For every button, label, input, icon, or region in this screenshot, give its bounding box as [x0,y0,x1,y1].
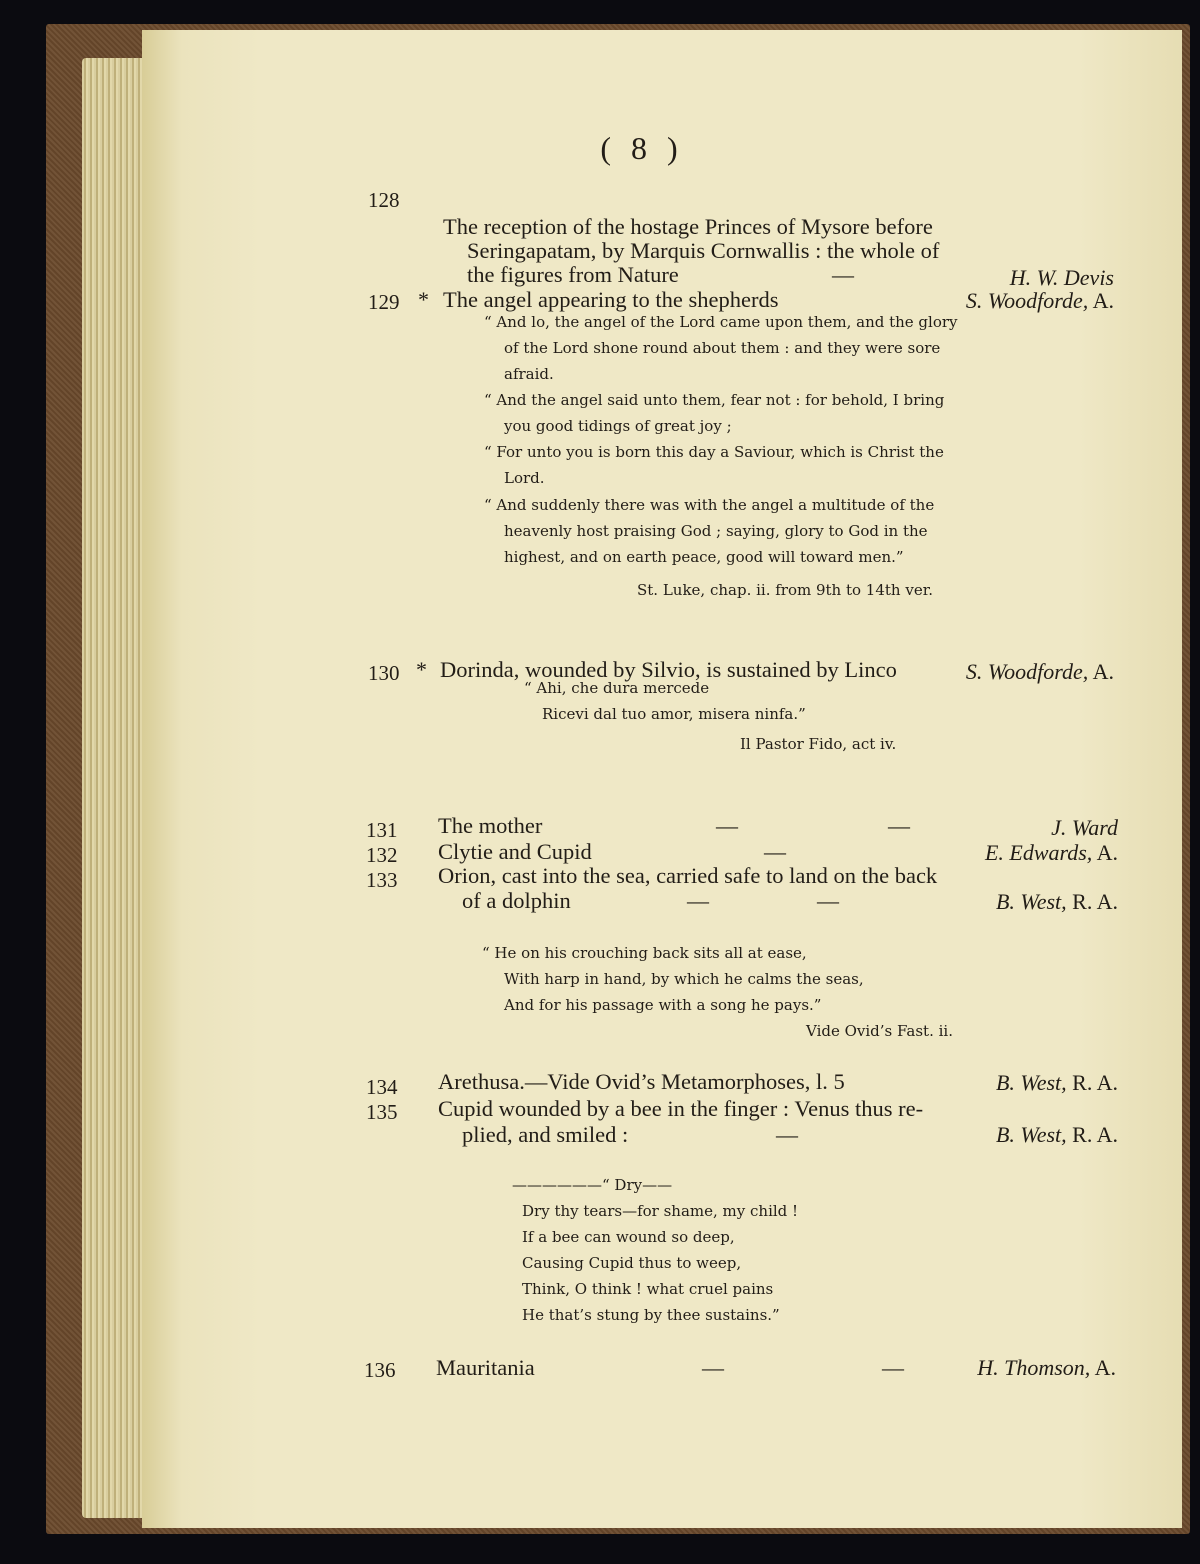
entry-asterisk: * [418,287,429,312]
entry-dash: — [716,813,738,838]
entry-title-line: The angel appearing to the shepherds [443,287,779,312]
page-number: ( 8 ) [600,130,684,166]
entry-number: 134 [366,1075,398,1099]
entry-title-line: Cupid wounded by a bee in the finger : Venus thus re- [438,1096,924,1121]
quote-line: “ For unto you is born this day a Saviour, which is Christ the [484,443,944,461]
quote-line: Ricevi dal tuo amor, misera ninfa.” [542,705,806,723]
quote-source: Vide Ovid’s Fast. ii. [806,1022,953,1040]
entry-artist: J. Ward [1051,815,1118,840]
entry-number: 131 [366,818,398,842]
entry-title-line: The mother [438,813,543,838]
entry-number: 136 [364,1358,396,1382]
entry-title-line: The reception of the hostage Princes of Mysore before [443,214,933,239]
quote-line: of the Lord shone round about them : and they were sore [504,339,941,357]
entry-artist: B. West, R. A. [995,1122,1118,1147]
entry-artist: H. W. Devis [1009,265,1114,290]
quote-line: highest, and on earth peace, good will toward men.” [504,548,904,566]
entry-dash: — [882,1355,904,1380]
quote-line: “ And lo, the angel of the Lord came upon them, and the glory [484,313,958,331]
quote-source: Il Pastor Fido, act iv. [740,735,897,753]
entry-dash: — [888,813,910,838]
entry-title-line: Arethusa.—Vide Ovid’s Metamorphoses, l. 5 [438,1069,845,1094]
entry-artist: H. Thomson, A. [977,1355,1116,1380]
entry-title-line: Orion, cast into the sea, carried safe to land on the back [438,863,938,888]
quote-line: If a bee can wound so deep, [522,1228,735,1246]
quote-line: “ And suddenly there was with the angel a multitude of the [484,496,935,514]
entry-title-line: Mauritania [436,1355,535,1380]
entry-title-line: Dorinda, wounded by Silvio, is sustained by Linco [440,657,897,682]
quote-line: Causing Cupid thus to weep, [522,1254,742,1272]
quote-source: St. Luke, chap. ii. from 9th to 14th ver. [637,581,933,599]
entry-dash: — [687,888,709,913]
quote-line: Lord. [504,469,545,487]
quote-line: He that’s stung by thee sustains.” [522,1306,780,1324]
entry-dash: — [776,1122,798,1147]
entry-title-line: plied, and smiled : [462,1122,629,1147]
entry-artist: B. West, R. A. [995,889,1118,914]
entry-dash: — [832,262,854,287]
quote-line: ——————“ Dry—— [512,1176,673,1194]
entry-title-line: the figures from Nature [467,262,679,287]
entry-artist: E. Edwards, A. [984,840,1118,865]
entry-artist: B. West, R. A. [995,1070,1118,1095]
quote-line: Dry thy tears—for shame, my child ! [522,1202,799,1220]
entry-asterisk: * [416,657,427,682]
entry-dash: — [817,888,839,913]
quote-line: “ Ahi, che dura mercede [524,679,710,697]
quote-line: you good tidings of great joy ; [504,417,732,435]
quote-line: “ And the angel said unto them, fear not : for behold, I bring [484,391,945,409]
entry-title-line: Clytie and Cupid [438,839,592,864]
entry-number: 130 [368,661,400,685]
quote-line: With harp in hand, by which he calms the seas, [504,970,864,988]
entry-artist: S. Woodforde, A. [965,288,1114,313]
entry-number: 132 [366,843,398,867]
entry-number: 128 [368,188,400,212]
quote-line: Think, O think ! what cruel pains [522,1280,774,1298]
quote-line: And for his passage with a song he pays.” [504,996,822,1014]
quote-line: “ He on his crouching back sits all at ease, [482,944,807,962]
entry-number: 129 [368,290,400,314]
entry-number: 133 [366,868,398,892]
quote-line: afraid. [504,365,554,383]
catalogue-page [142,30,1182,1528]
entry-dash: — [764,839,786,864]
entry-artist: S. Woodforde, A. [965,659,1114,684]
entry-title-line: of a dolphin [462,888,571,913]
entry-dash: — [702,1355,724,1380]
quote-line: heavenly host praising God ; saying, glory to God in the [504,522,928,540]
entry-title-line: Seringapatam, by Marquis Cornwallis : the whole of [467,238,940,263]
entry-number: 135 [366,1100,398,1124]
